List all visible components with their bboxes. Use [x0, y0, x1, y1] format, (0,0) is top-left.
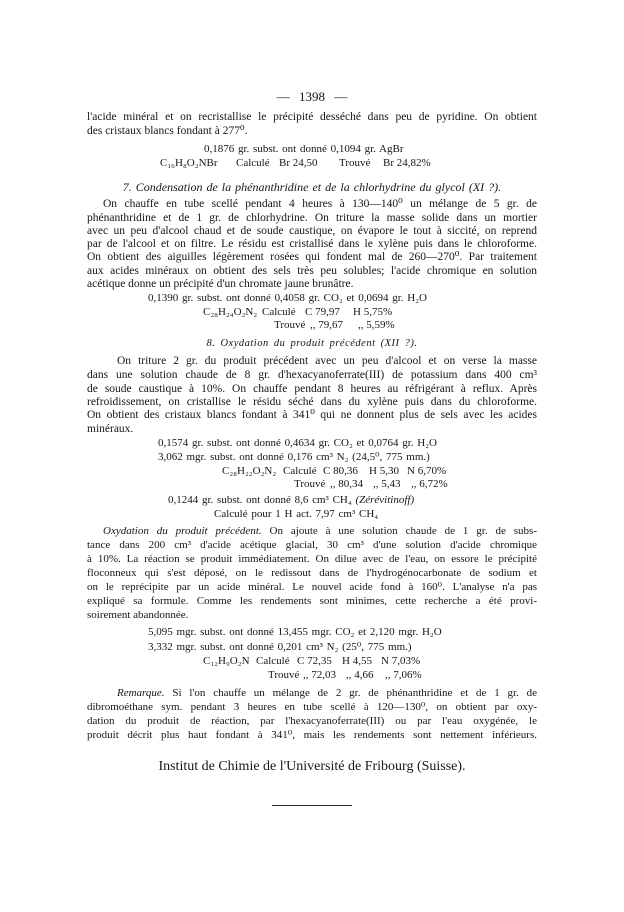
- found-value: ,, 5,59%: [358, 319, 395, 331]
- active-hydrogen-weighing: 0,1244 gr. subst. ont donné 8,6 cm³ CH₄: [168, 494, 352, 506]
- paragraph-line: à 10%. La réaction se produit immédiatement. On dilue avec de l'eau, on essore le précipité: [87, 553, 537, 565]
- calculated-label: Calculé: [283, 465, 317, 477]
- formula: C₂₈H₂₄O₂N₂: [203, 306, 258, 318]
- found-value: ,, 4,66: [346, 669, 374, 681]
- found-value: ,, 79,67: [310, 319, 343, 331]
- analysis-result-row: [0, 156, 624, 170]
- paragraph-line: floconneux qui s'est déposé, on le redissout dans de l'hydrogénocarbonate de sodium et: [87, 567, 537, 579]
- paragraph-line: dans une solution chaude de 8 gr. d'hexacyanoferrate(III) de potassium dans 400 cm³: [87, 369, 537, 381]
- paragraph-line: [117, 686, 537, 700]
- paragraph-line: refroidissement, on cristallise le résidu séché dans du xylène puis dans du chloroforme.: [87, 396, 537, 408]
- paragraph-line: expliqué sa formule. Comme les rendements sont minimes, cette recherche a été provi-: [87, 595, 537, 607]
- paragraph-line: avec un peu d'alcool chaud et de soude caustique, on évapore le tout à siccité, on reprend: [87, 225, 537, 237]
- found-value: ,, 80,34: [330, 478, 363, 490]
- calculated-value: H 5,30: [369, 465, 399, 477]
- found-value: Br 24,82%: [383, 157, 431, 169]
- calculated-label: Calculé: [256, 655, 290, 667]
- paragraph-line: dibromoéthane sym. pendant 3 heures en tube scellé à 120—130⁰, on obtient par oxy-: [87, 701, 537, 713]
- calculated-value: C 72,35: [297, 655, 332, 667]
- analysis-weighing: 0,1390 gr. subst. ont donné 0,4058 gr. CO₂ et 0,0694 gr. H₂O: [148, 292, 428, 304]
- section-heading: 8. Oxydation du produit précédent (XII ?).: [206, 338, 418, 349]
- formula: C₂₈H₂₂O₂N₂: [222, 465, 277, 477]
- paragraph-text: On ajoute à une solution chaude de 1 gr. de subs-: [269, 525, 538, 537]
- section-heading: 7. Condensation de la phénanthridine et de la chlorhydrine du glycol (XI ?).: [122, 180, 502, 194]
- found-label: Trouvé: [339, 157, 371, 169]
- calculated-label: Calculé: [262, 306, 296, 318]
- run-in-title: Oxydation du produit précédent.: [103, 525, 262, 537]
- calculated-label: Calculé: [236, 157, 270, 169]
- paragraph-line: aux acides minéraux on obtient des sels très peu solubles; l'acide chromique en solution: [87, 265, 537, 277]
- analysis-found-row: [0, 318, 624, 332]
- found-value: ,, 7,06%: [385, 669, 422, 681]
- paragraph-line: dation du produit de réaction, par l'hexacyanoferrate(III) ou par l'eau oxygénée, le: [87, 715, 537, 727]
- analysis-weighing: 3,332 mgr. subst. ont donné 0,201 cm³ N₂ (25⁰, 775 mm.): [148, 641, 412, 653]
- found-value: ,, 6,72%: [411, 478, 448, 490]
- active-hydrogen-line: [168, 493, 414, 507]
- calculated-value: C 80,36: [323, 465, 358, 477]
- paragraph-line: On chauffe en tube scellé pendant 4 heures à 130—140⁰ un mélange de 5 gr. de: [103, 198, 537, 210]
- paragraph-line: produit décrit plus haut fondant à 341⁰, mais les rendements sont nettement inférieurs.: [87, 729, 537, 741]
- formula: C₁₆H₈O₂NBr: [160, 157, 218, 169]
- calculated-value: Br 24,50: [279, 157, 318, 169]
- analysis-weighing: 3,062 mgr. subst. ont donné 0,176 cm³ N₂ (24,5⁰, 775 mm.): [158, 451, 430, 463]
- found-value: ,, 72,03: [303, 669, 336, 681]
- found-value: ,, 5,43: [373, 478, 401, 490]
- affiliation: Institut de Chimie de l'Université de Fribourg (Suisse).: [158, 759, 466, 774]
- analysis-weighing: 0,1876 gr. subst. ont donné 0,1094 gr. AgBr: [204, 143, 404, 155]
- method-name: (Zérévitinoff): [355, 494, 415, 506]
- paragraph-line: On obtient des cristaux blancs fondant à 341⁰ qui ne donnent plus de sels avec les acides: [87, 409, 537, 421]
- paragraph-line: par de l'alcool et on filtre. Le résidu est cristallisé dans le xylène puis dans le chloroforme.: [87, 238, 537, 250]
- calculated-value: C 79,97: [305, 306, 340, 318]
- found-label: Trouvé: [268, 669, 300, 681]
- paragraph-line: soirement abandonnée.: [87, 609, 189, 621]
- found-label: Trouvé: [294, 478, 326, 490]
- paragraph-line: acétique donne un précipité d'un chromate jaune brunâtre.: [87, 278, 354, 290]
- paragraph-line: phénanthridine et de 1 gr. de chlorhydrine. On triture la masse solide dans un mortier: [87, 212, 537, 224]
- calculated-value: N 6,70%: [407, 465, 447, 477]
- paragraph-line: on le reprécipite par un acide minéral. Le nouvel acide fond à 160⁰. L'analyse n'a pas: [87, 581, 537, 593]
- calculated-value: N 7,03%: [381, 655, 421, 667]
- run-in-title: Remarque.: [117, 687, 165, 699]
- analysis-weighing: 5,095 mgr. subst. ont donné 13,455 mgr. CO₂ et 2,120 mgr. H₂O: [148, 626, 442, 638]
- paragraph-line: On triture 2 gr. du produit précédent avec un peu d'alcool et on verse la masse: [117, 355, 537, 367]
- paragraph-line: des cristaux blancs fondant à 277⁰.: [87, 125, 248, 137]
- paragraph-line: On obtient des aiguilles légèrement rosées qui fondent mal de 260—270⁰. Par traitement: [87, 251, 537, 263]
- paragraph-line: l'acide minéral et on recristallise le précipité desséché dans peu de pyridine. On obtient: [87, 111, 537, 123]
- paragraph-text: Si l'on chauffe un mélange de 2 gr. de phénanthridine et de 1 gr. de: [172, 687, 537, 699]
- paragraph-line: minéraux.: [87, 423, 134, 435]
- analysis-calculated-row: [0, 654, 624, 668]
- found-label: Trouvé: [274, 319, 306, 331]
- analysis-found-row: [0, 668, 624, 682]
- calculated-value: H 5,75%: [353, 306, 393, 318]
- end-rule: [272, 805, 352, 806]
- paragraph-line: de soude caustique à 10%. On chauffe pendant 8 heures au réfrigérant à reflux. Après: [87, 383, 537, 395]
- page-number: — 1398 —: [276, 89, 348, 104]
- analysis-calculated-row: [0, 305, 624, 319]
- active-hydrogen-calculated: Calculé pour 1 H act. 7,97 cm³ CH₄: [214, 508, 379, 520]
- formula: C₁₂H₉O₂N: [203, 655, 250, 667]
- analysis-found-row: [0, 477, 624, 491]
- paragraph-line: tance dans 200 cm³ d'acide acétique glacial, 30 cm³ d'une solution d'acide chromique: [87, 539, 537, 551]
- analysis-weighing: 0,1574 gr. subst. ont donné 0,4634 gr. CO₂ et 0,0764 gr. H₂O: [158, 437, 438, 449]
- analysis-calculated-row: [0, 464, 624, 478]
- calculated-value: H 4,55: [342, 655, 372, 667]
- paragraph-line: [103, 524, 537, 538]
